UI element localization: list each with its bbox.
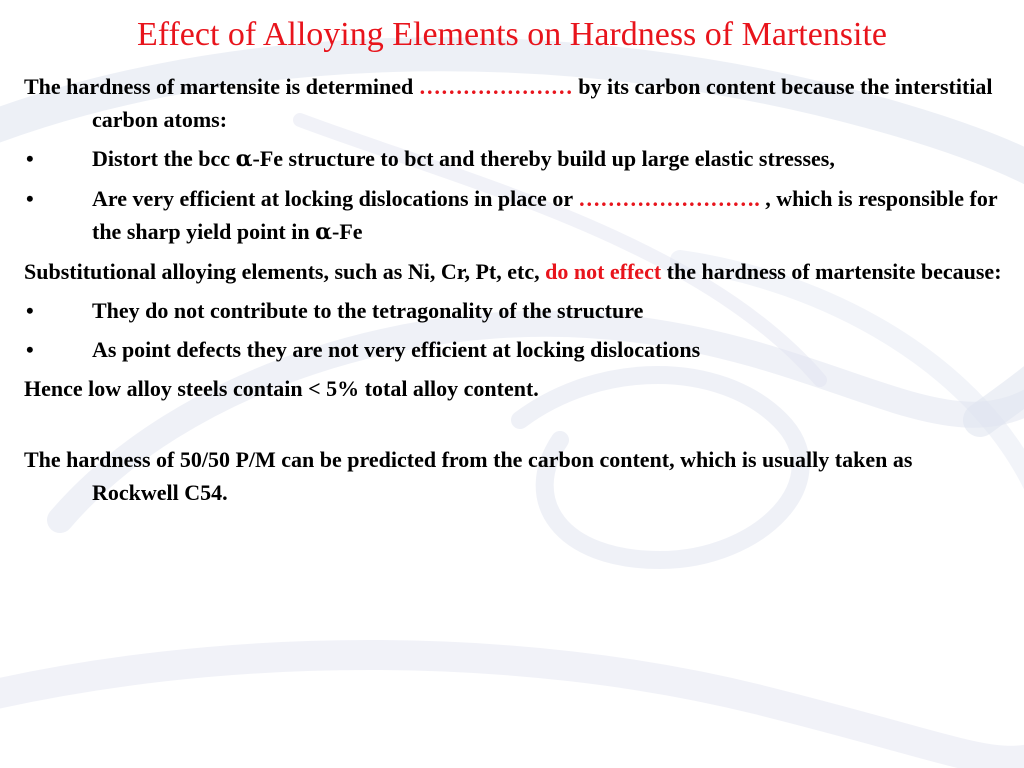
paragraph-text: by its carbon content because the interstitial carbon atoms: <box>92 74 993 132</box>
bullet-item-distort <box>24 142 1004 176</box>
paragraph-text: Substitutional alloying elements, such as Ni, Cr, Pt, etc, <box>24 259 546 284</box>
paragraph-text: The hardness of martensite is determined <box>24 74 419 99</box>
bullet-icon: • <box>26 298 34 323</box>
spacer <box>24 411 1004 443</box>
bullet-text: -Fe structure to bct and thereby build up large elastic stresses, <box>252 146 835 171</box>
paragraph-substitutional <box>24 255 1004 288</box>
highlight-text: do not effect <box>545 259 662 284</box>
bullet-text: Are very efficient at locking dislocations in place or <box>92 186 579 211</box>
bullet-item-point-defects <box>24 333 1004 366</box>
paragraph-low-alloy: Hence low alloy steels contain < 5% total alloy content. <box>24 376 539 401</box>
bullet-text: As point defects they are not very efficient at locking dislocations <box>92 337 701 362</box>
alpha-symbol: α <box>235 146 253 172</box>
slide-body <box>24 70 1004 515</box>
bullet-icon: • <box>26 146 34 171</box>
bullet-text: Distort the bcc <box>92 146 236 171</box>
paragraph-pm-hardness: The hardness of 50/50 P/M can be predicted from the carbon content, which is usually taken as Rockwell C54. <box>24 447 913 505</box>
fill-in-blank: ………………… <box>418 74 573 99</box>
slide-title: Effect of Alloying Elements on Hardness of Martensite <box>136 16 888 53</box>
bullet-item-tetragonality <box>24 294 1004 327</box>
bullet-item-locking <box>24 182 1004 249</box>
alpha-symbol: α <box>315 219 333 245</box>
bullet-text: They do not contribute to the tetragonality of the structure <box>92 298 644 323</box>
bullet-icon: • <box>26 337 34 362</box>
bullet-text: -Fe <box>332 219 363 244</box>
paragraph-carbon-hardness <box>24 70 1004 136</box>
paragraph-text: the hardness of martensite because: <box>661 259 1002 284</box>
bullet-icon: • <box>26 186 34 211</box>
fill-in-blank: ……………………. <box>578 186 760 211</box>
bullet-text: , which is responsible for the sharp yield point in <box>92 186 998 244</box>
